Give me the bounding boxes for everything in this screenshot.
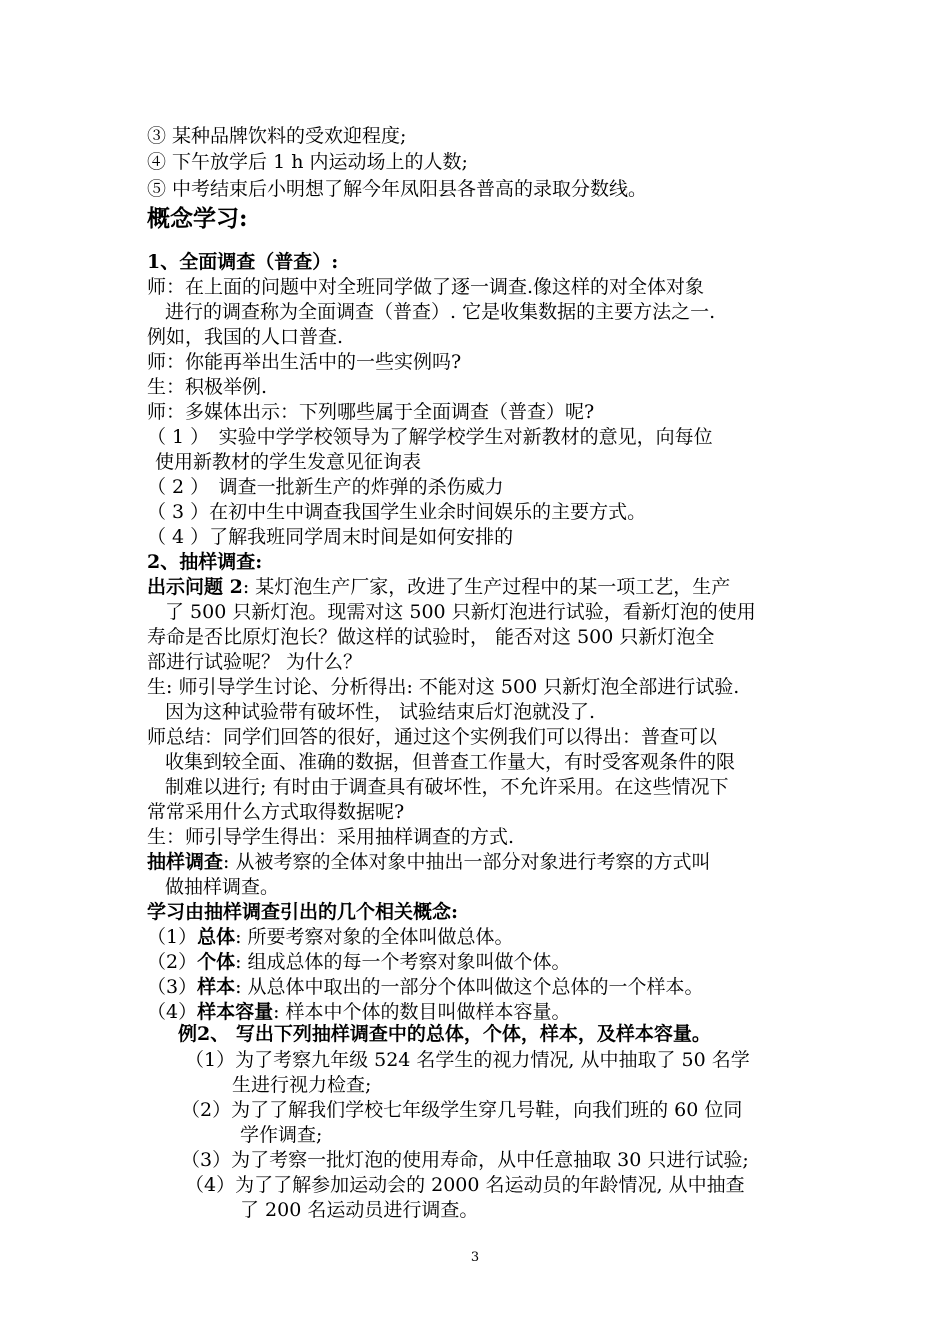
problem-label: 出示问题 2 xyxy=(147,576,243,598)
text-line: 师总结：同学们回答的很好，通过这个实例我们可以得出：普查可以 xyxy=(147,726,718,748)
text-line: 例如，我国的人口普查. xyxy=(147,326,344,348)
concept-definition: : 所要考察对象的全体叫做总体。 xyxy=(235,926,514,948)
concept-term: 样本 xyxy=(197,976,236,998)
concept-item xyxy=(147,950,571,974)
term-definition: : 从被考察的全体对象中抽出一部分对象进行考察的方式叫 xyxy=(223,851,711,873)
concept-number: （4） xyxy=(147,1001,198,1023)
example-item: （1）为了考察九年级 524 名学生的视力情况, 从中抽取了 50 名学 xyxy=(185,1049,750,1071)
text-line: 常常采用什么方式取得数据呢? xyxy=(147,801,405,823)
text-line: ④ 下午放学后 1 h 内运动场上的人数; xyxy=(147,151,468,173)
concept-term: 总体 xyxy=(197,926,236,948)
example-item: 了 200 名运动员进行调查。 xyxy=(240,1199,479,1221)
text-line: 生：积极举例. xyxy=(147,376,268,398)
concept-item xyxy=(147,975,704,999)
example-item: （4）为了了解参加运动会的 2000 名运动员的年龄情况, 从中抽查 xyxy=(185,1174,745,1196)
text-line: 寿命是否比原灯泡长？做这样的试验时， 能否对这 500 只新灯泡全 xyxy=(147,626,715,648)
section-heading: 概念学习: xyxy=(147,205,248,232)
text-line: ③ 某种品牌饮料的受欢迎程度; xyxy=(147,125,407,147)
text-line: 生: 师引导学生讨论、分析得出: 不能对这 500 只新灯泡全部进行试验. xyxy=(147,676,740,698)
text-line: 收集到较全面、准确的数据，但普查工作量大，有时受客观条件的限 xyxy=(165,751,736,773)
text-line: ⑤ 中考结束后小明想了解今年凤阳县各普高的录取分数线。 xyxy=(147,178,648,200)
concept-number: （1） xyxy=(147,926,198,948)
subsection-heading: 1、全面调查（普查）: xyxy=(147,251,339,273)
text-line: 师：在上面的问题中对全班同学做了逐一调查.像这样的对全体对象 xyxy=(147,276,705,298)
text-line xyxy=(147,575,730,599)
text-line: 师：你能再举出生活中的一些实例吗? xyxy=(147,351,462,373)
text-line: 制难以进行; 有时由于调查具有破坏性，不允许采用。在这些情况下 xyxy=(165,776,729,798)
text-line: 使用新教材的学生发意见征询表 xyxy=(155,451,422,473)
example-item: （2）为了了解我们学校七年级学生穿几号鞋，向我们班的 60 位同 xyxy=(181,1099,743,1121)
concept-definition: : 从总体中取出的一部分个体叫做这个总体的一个样本。 xyxy=(235,976,704,998)
text-line: （ 1 ） 实验中学学校领导为了解学校学生对新教材的意见，向每位 xyxy=(147,426,713,448)
subsection-heading: 2、抽样调查: xyxy=(147,551,263,573)
term-label: 抽样调查 xyxy=(147,851,224,873)
text-line xyxy=(147,850,710,874)
problem-text: : 某灯泡生产厂家，改进了生产过程中的某一项工艺，生产 xyxy=(242,576,731,598)
concept-item xyxy=(147,925,514,949)
example-item: 生进行视力检查; xyxy=(232,1074,372,1096)
concept-number: （2） xyxy=(147,951,198,973)
text-line: 部进行试验呢？ 为什么？ xyxy=(147,651,363,673)
concept-number: （3） xyxy=(147,976,198,998)
concept-term: 样本容量 xyxy=(197,1001,274,1023)
text-line: 生：师引导学生得出：采用抽样调查的方式. xyxy=(147,826,515,848)
text-line: 了 500 只新灯泡。现需对这 500 只新灯泡进行试验，看新灯泡的使用 xyxy=(165,601,756,623)
concept-definition: : 组成总体的每一个考察对象叫做个体。 xyxy=(235,951,571,973)
example-heading: 例2、 写出下列抽样调查中的总体，个体，样本，及样本容量。 xyxy=(178,1023,711,1045)
example-item: （3）为了考察一批灯泡的使用寿命，从中任意抽取 30 只进行试验; xyxy=(181,1149,749,1171)
subsection-heading: 学习由抽样调查引出的几个相关概念: xyxy=(147,901,459,923)
text-line: （ 2 ） 调查一批新生产的炸弹的杀伤威力 xyxy=(147,476,504,498)
text-line: 进行的调查称为全面调查（普查）. 它是收集数据的主要方法之一. xyxy=(165,301,716,323)
concept-item xyxy=(147,1000,571,1024)
text-line: 做抽样调查。 xyxy=(165,876,280,898)
example-item: 学作调查; xyxy=(240,1124,323,1146)
concept-definition: : 样本中个体的数目叫做样本容量。 xyxy=(273,1001,571,1023)
text-line: （ 4 ）了解我班同学周末时间是如何安排的 xyxy=(147,526,514,548)
text-line: （ 3 ）在初中生中调查我国学生业余时间娱乐的主要方式。 xyxy=(147,501,647,523)
text-line: 师：多媒体出示：下列哪些属于全面调查（普查）呢? xyxy=(147,401,595,423)
concept-term: 个体 xyxy=(197,951,236,973)
page-number: 3 xyxy=(470,1250,480,1265)
text-line: 因为这种试验带有破坏性， 试验结束后灯泡就没了. xyxy=(165,701,596,723)
